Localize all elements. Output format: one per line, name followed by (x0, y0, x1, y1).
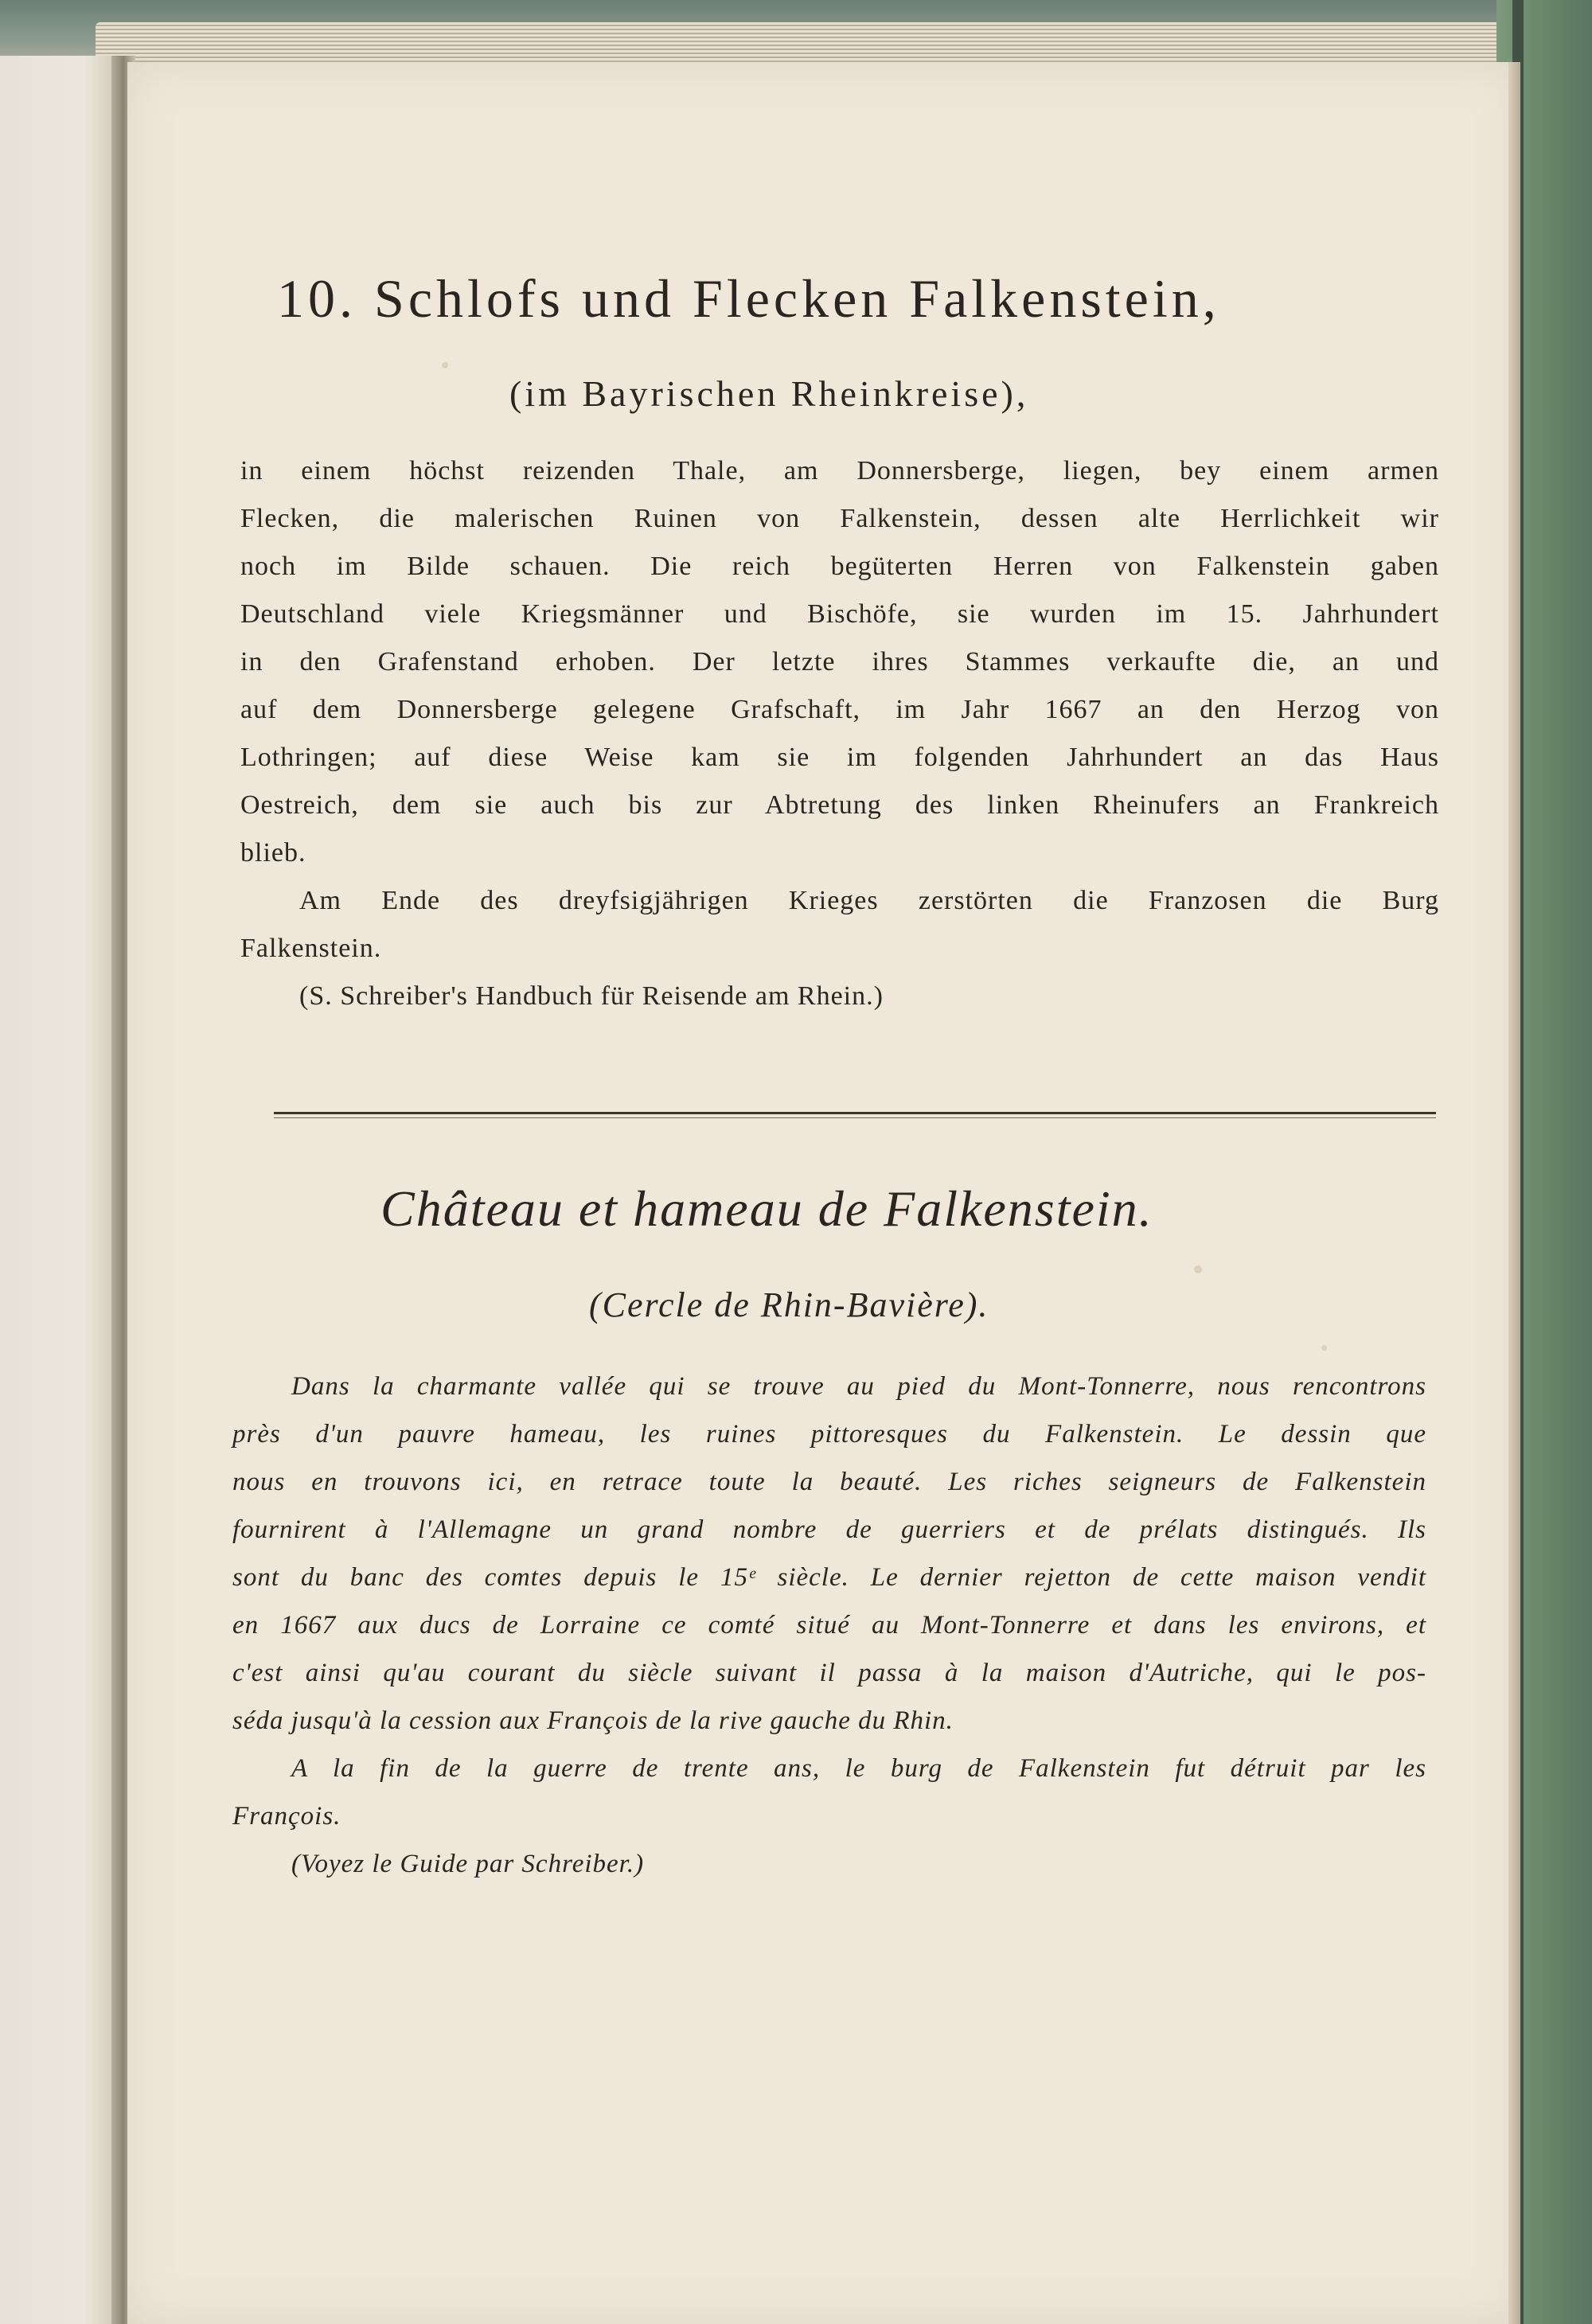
french-line: nous en trouvons ici, en retrace toute la beauté. Les riches seigneurs de Falkenstein (232, 1468, 1426, 1496)
french-line: près d'un pauvre hameau, les ruines pittoresques du Falkenstein. Le dessin que (232, 1420, 1426, 1449)
german-body (240, 447, 1439, 1020)
german-line: Oestreich, dem sie auch bis zur Abtretung des linken Rheinufers an Frankreich (240, 790, 1439, 820)
page-edge-shadow (1508, 62, 1520, 2324)
foxing-spot (1321, 1345, 1327, 1351)
german-line: Lothringen; auf diese Weise kam sie im folgenden Jahrhundert an das Haus (240, 743, 1439, 772)
german-line: in den Grafenstand erhoben. Der letzte ihres Stammes verkaufte die, an und (240, 647, 1439, 677)
french-line: en 1667 aux ducs de Lorraine ce comté situé au Mont-Tonnerre et dans les environs, et (232, 1611, 1426, 1640)
german-line: blieb. (240, 838, 306, 868)
german-title: 10. Schlofs und Flecken Falkenstein, (277, 268, 1220, 329)
german-line: noch im Bilde schauen. Die reich begüterten Herren von Falkenstein gaben (240, 552, 1439, 581)
german-source: (S. Schreiber's Handbuch für Reisende am Rhein.) (299, 981, 884, 1011)
french-body (232, 1363, 1426, 1888)
french-line: sont du banc des comtes depuis le 15ᵉ siècle. Le dernier rejetton de cette maison vendit (232, 1563, 1426, 1592)
german-line: in einem höchst reizenden Thale, am Donnersberge, liegen, bey einem armen (240, 456, 1439, 485)
french-subtitle: (Cercle de Rhin-Bavière). (589, 1285, 989, 1324)
french-line: Dans la charmante vallée qui se trouve au pied du Mont-Tonnerre, nous rencontrons (291, 1372, 1426, 1401)
french-line: François. (232, 1802, 341, 1831)
german-line: Am Ende des dreyfsigjährigen Krieges zerstörten die Franzosen die Burg (299, 886, 1439, 915)
german-line: auf dem Donnersberge gelegene Grafschaft, im Jahr 1667 an den Herzog von (240, 695, 1439, 724)
german-subtitle: (im Bayrischen Rheinkreise), (509, 373, 1029, 414)
section-divider (274, 1112, 1436, 1114)
foxing-spot (1194, 1265, 1202, 1273)
german-line: Deutschland viele Kriegsmänner und Bischöfe, sie wurden im 15. Jahrhundert (240, 599, 1439, 629)
french-line: fournirent à l'Allemagne un grand nombre de guerriers et de prélats distingués. Ils (232, 1515, 1426, 1544)
foxing-spot (442, 362, 448, 368)
german-line: Falkenstein. (240, 934, 382, 963)
french-line: A la fin de la guerre de trente ans, le burg de Falkenstein fut détruit par les (291, 1754, 1426, 1783)
facing-page (0, 56, 119, 2324)
french-line: c'est ainsi qu'au courant du siècle suivant il passa à la maison d'Autriche, qui le pos- (232, 1659, 1426, 1687)
page-stack-edge (96, 22, 1520, 66)
german-line: Flecken, die malerischen Ruinen von Falkenstein, dessen alte Herrlichkeit wir (240, 504, 1439, 533)
french-source: (Voyez le Guide par Schreiber.) (291, 1850, 645, 1878)
french-title: Château et hameau de Falkenstein. (380, 1180, 1153, 1237)
french-line: séda jusqu'à la cession aux François de la rive gauche du Rhin. (232, 1706, 954, 1735)
section-divider-thin (274, 1117, 1436, 1118)
